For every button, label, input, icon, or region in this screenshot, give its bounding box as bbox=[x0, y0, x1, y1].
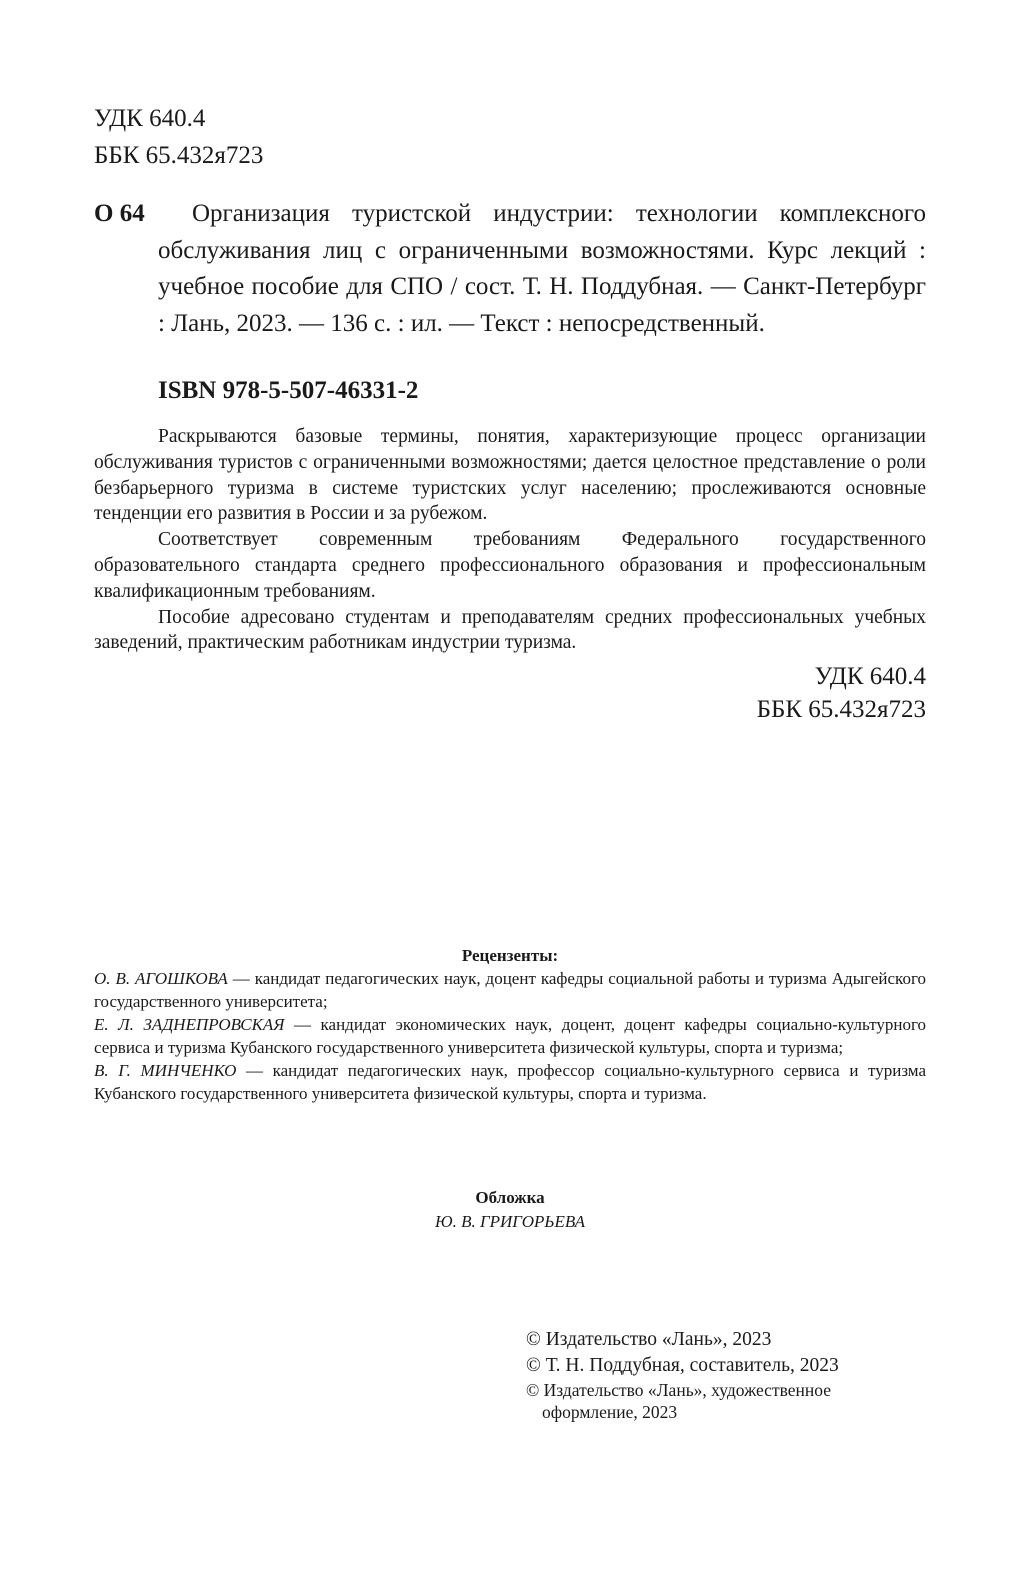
copyright-line: © Т. Н. Поддубная, составитель, 2023 bbox=[526, 1355, 839, 1376]
bibliographic-description: Организация туристской индустрии: технологии комплексного обслуживания лиц с ограниченными возможностями. Курс лекций : учебное пособие для СПО / сост. Т. Н. Поддубная. — Санкт-Петербург : Лань, 2023. — 136 с. : ил. — Текст : непосредственный. bbox=[158, 200, 926, 337]
copyright-line: © Издательство «Лань», художественное оформление, 2023 bbox=[526, 1380, 831, 1422]
reviewer-entry bbox=[94, 1059, 926, 1105]
reviewer-name: Е. Л. ЗАДНЕПРОВСКАЯ bbox=[94, 1015, 285, 1034]
annotation-paragraph: Раскрываются базовые термины, понятия, характеризующие процесс организации обслуживания туристов с ограниченными возможностями; дается целостное представление о роли безбарьерного туризма в системе туристских услуг населению; прослеживаются основные тенденции его развития в России и за рубежом. bbox=[94, 426, 926, 525]
cover-heading: Обложка bbox=[475, 1188, 545, 1207]
header-classification bbox=[94, 100, 263, 174]
reviewer-name: В. Г. МИНЧЕНКО bbox=[94, 1061, 237, 1080]
reviewer-description: — кандидат педагогических наук, профессор социально-культурного сервиса и туризма Кубанского государственного университета физической культуры, спорта и туризма. bbox=[94, 1061, 926, 1103]
annotation-paragraph: Пособие адресовано студентам и преподавателям средних профессиональных учебных заведений, практическим работникам индустрии туризма. bbox=[94, 606, 926, 654]
annotation bbox=[94, 424, 926, 656]
copyright-block bbox=[526, 1327, 926, 1423]
reviewer-entry bbox=[94, 1013, 926, 1059]
reviewer-name: О. В. АГОШКОВА bbox=[94, 969, 228, 988]
reviewer-description: — кандидат экономических наук, доцент, доцент кафедры социально-культурного сервиса и туризма Кубанского государственного университета физической культуры, спорта и туризма; bbox=[94, 1015, 926, 1057]
isbn: ISBN 978-5-507-46331-2 bbox=[158, 377, 419, 404]
cover-designer: Ю. В. ГРИГОРЬЕВА bbox=[435, 1212, 585, 1231]
reviewers-heading: Рецензенты: bbox=[461, 946, 559, 965]
udk-code: УДК 640.4 bbox=[94, 105, 206, 132]
bibliographic-entry bbox=[94, 196, 926, 342]
copyright-line: © Издательство «Лань», 2023 bbox=[526, 1329, 772, 1350]
bbk-code-right: ББК 65.432я723 bbox=[756, 696, 926, 723]
bbk-code: ББК 65.432я723 bbox=[94, 142, 264, 169]
cover-credit bbox=[94, 1186, 926, 1234]
reviewer-entry bbox=[94, 967, 926, 1013]
udk-code-right: УДК 640.4 bbox=[814, 663, 926, 690]
reviewers-block bbox=[94, 944, 926, 1105]
author-mark: О 64 bbox=[94, 200, 145, 227]
reviewer-description: — кандидат педагогических наук, доцент кафедры социальной работы и туризма Адыгейского государственного университета; bbox=[94, 969, 927, 1011]
annotation-paragraph: Соответствует современным требованиям Федерального государственного образовательного стандарта среднего профессионального образования и профессиональным квалификационным требованиям. bbox=[94, 529, 926, 602]
classification-right bbox=[757, 660, 926, 726]
